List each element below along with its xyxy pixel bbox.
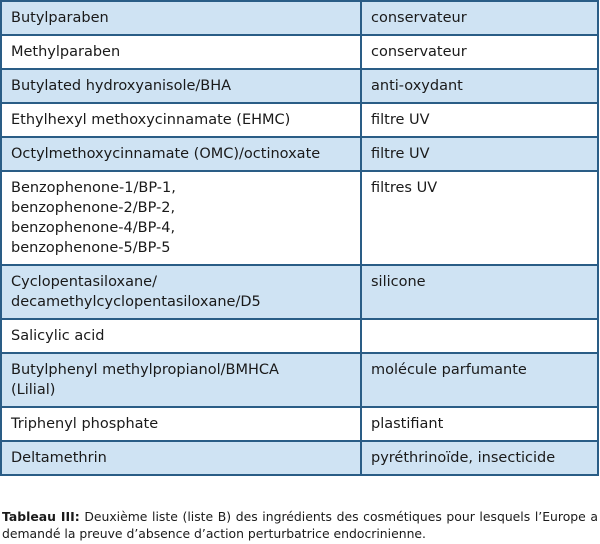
table-row xyxy=(1,69,598,103)
role-cell: silicone xyxy=(361,265,598,319)
role-cell: filtre UV xyxy=(361,137,598,171)
ingredient-cell: Cyclopentasiloxane/ decamethylcyclopentasiloxane/D5 xyxy=(1,265,361,319)
role-cell: plastifiant xyxy=(361,407,598,441)
table-row xyxy=(1,441,598,475)
role-cell: conservateur xyxy=(361,35,598,69)
ingredient-cell: Deltamethrin xyxy=(1,441,361,475)
ingredient-cell: Butylparaben xyxy=(1,1,361,35)
table-row xyxy=(1,171,598,265)
table-row xyxy=(1,265,598,319)
table-row xyxy=(1,319,598,353)
role-cell: filtres UV xyxy=(361,171,598,265)
table-row xyxy=(1,35,598,69)
table-row xyxy=(1,103,598,137)
ingredient-cell: Ethylhexyl methoxycinnamate (EHMC) xyxy=(1,103,361,137)
ingredient-cell: Benzophenone-1/BP-1, benzophenone-2/BP-2, benzophenone-4/BP-4, benzophenone-5/BP-5 xyxy=(1,171,361,265)
caption-text: Deuxième liste (liste B) des ingrédients des cosmétiques pour lesquels l’Europe a demandé la preuve d’absence d’action perturbatrice endocrinienne. xyxy=(2,509,598,541)
ingredient-cell: Triphenyl phosphate xyxy=(1,407,361,441)
ingredient-cell: Salicylic acid xyxy=(1,319,361,353)
table-row xyxy=(1,407,598,441)
ingredient-cell: Methylparaben xyxy=(1,35,361,69)
role-cell: anti-oxydant xyxy=(361,69,598,103)
table-row xyxy=(1,1,598,35)
table-row xyxy=(1,353,598,407)
ingredient-cell: Butylphenyl methylpropianol/BMHCA (Lilial) xyxy=(1,353,361,407)
table-caption xyxy=(2,508,598,542)
ingredient-cell: Octylmethoxycinnamate (OMC)/octinoxate xyxy=(1,137,361,171)
role-cell: filtre UV xyxy=(361,103,598,137)
role-cell xyxy=(361,319,598,353)
role-cell: molécule parfumante xyxy=(361,353,598,407)
table-row xyxy=(1,137,598,171)
ingredient-cell: Butylated hydroxyanisole/BHA xyxy=(1,69,361,103)
caption-label: Tableau III: xyxy=(2,509,80,524)
role-cell: pyréthrinoïde, insecticide xyxy=(361,441,598,475)
role-cell: conservateur xyxy=(361,1,598,35)
ingredients-table-body xyxy=(1,1,598,475)
